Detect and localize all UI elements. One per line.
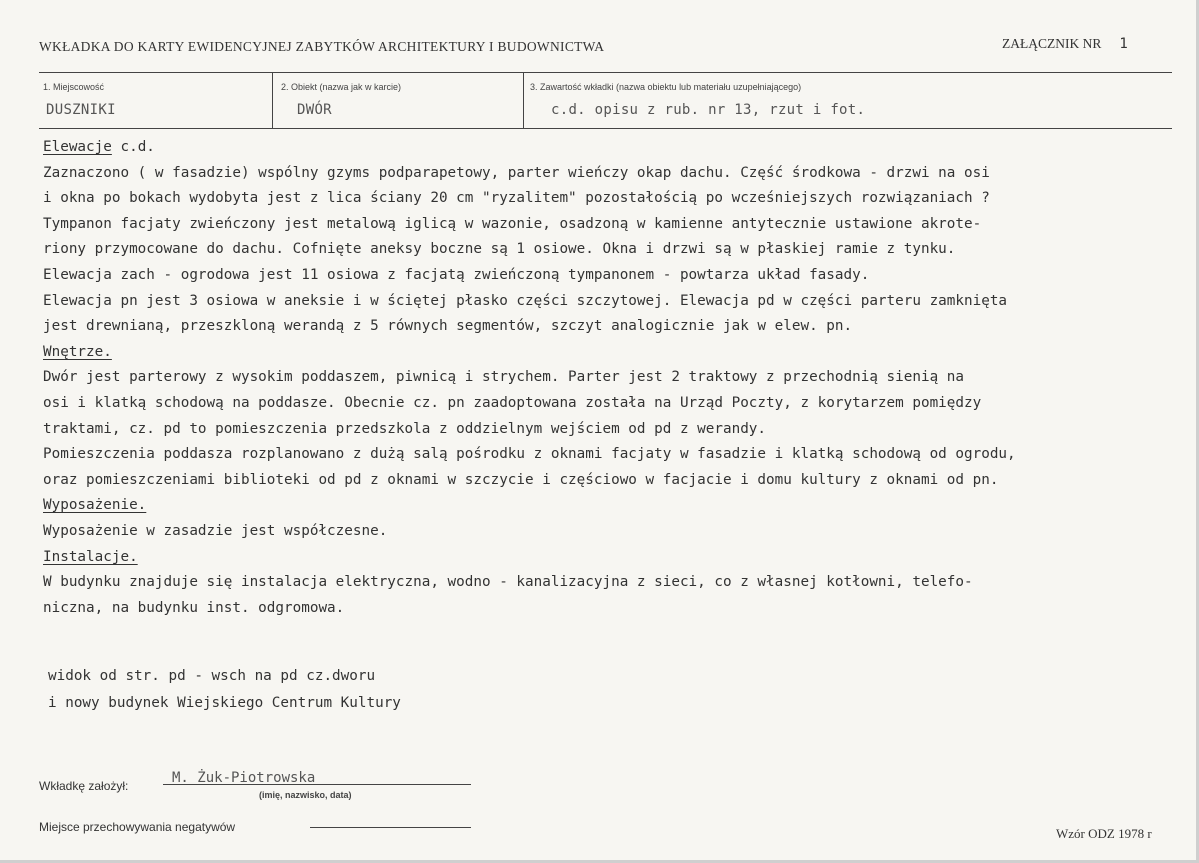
elevation-line: riony przymocowane do dachu. Cofnięte aneksy boczne są 1 osiowe. Okna i drzwi są w płaskiej ramie z tynku. xyxy=(43,241,956,258)
negatives-location-rule xyxy=(310,827,471,828)
installations-heading: Instalacje. xyxy=(43,548,138,565)
annex-number-value: 1 xyxy=(1119,36,1128,52)
created-by-rule xyxy=(163,784,471,785)
caption-line: widok od str. pd - wsch na pd cz.dworu xyxy=(48,668,376,684)
elevation-line: jest drewnianą, przeszkloną werandą z 5 równych segmentów, szczyt analogicznie jak w elew. pn. xyxy=(43,318,853,335)
created-by-sublabel: (imię, nazwisko, data) xyxy=(259,790,352,800)
interior-line: Dwór jest parterowy z wysokim poddaszem, piwnicą i strychem. Parter jest 2 traktowy z przechodnią sienią na xyxy=(43,369,964,386)
elevation-line: Elewacja pn jest 3 osiowa w aneksie i w ściętej płasko części szczytowej. Elewacja pd w części parteru zamknięta xyxy=(43,292,1008,309)
elevation-line: Tympanon facjaty zwieńczony jest metalową iglicą w wazonie, osadzoną w kamienne antytecznie ustawione akrote- xyxy=(43,215,982,232)
negatives-location-label: Miejsce przechowywania negatywów xyxy=(39,820,236,834)
elevation-line: i okna po bokach wydobyta jest z lica ściany 20 cm "ryzalitem" pozostałością po wcześniejszych rozwiązaniach ? xyxy=(43,190,990,207)
locality-label: 1. Miejscowość xyxy=(43,82,105,92)
locality-value: DUSZNIKI xyxy=(46,102,116,118)
fields-bottom-rule xyxy=(39,128,1172,129)
elevation-heading-suffix: c.d. xyxy=(111,139,155,155)
elevation-heading-line xyxy=(43,135,1193,161)
field-divider-2 xyxy=(523,72,524,128)
installations-line: W budynku znajduje się instalacja elektryczna, wodno - kanalizacyjna z sieci, co z własnej kotłowni, telefo- xyxy=(43,574,973,591)
interior-heading: Wnętrze. xyxy=(43,343,112,360)
interior-line: Pomieszczenia poddasza rozplanowano z dużą salą pośrodku z oknami facjaty w fasadzie i klatką schodową od ogrodu, xyxy=(43,446,1016,463)
interior-line: osi i klatką schodową na poddasze. Obecnie cz. pn zaadoptowana została na Urząd Poczty, z korytarzem pomiędzy xyxy=(43,394,982,411)
interior-line: oraz pomieszczeniami biblioteki od pd z oknami w szczycie i częściowo w facjacie i domu kultury z oknami od pn. xyxy=(43,471,999,488)
elevation-line: Zaznaczono ( w fasadzie) wspólny gzyms podparapetowy, parter wieńczy okap dachu. Część środkowa - drzwi na osi xyxy=(43,164,990,181)
caption-line: i nowy budynek Wiejskiego Centrum Kultury xyxy=(48,695,401,711)
photo-caption xyxy=(48,663,401,717)
contents-value: c.d. opisu z rub. nr 13, rzut i fot. xyxy=(551,102,866,118)
annex-label: ZAŁĄCZNIK NR xyxy=(1002,36,1102,51)
form-model: Wzór ODZ 1978 r xyxy=(1056,826,1152,841)
object-value: DWÓR xyxy=(297,102,332,118)
equipment-heading-line xyxy=(43,493,1193,519)
object-label: 2. Obiekt (nazwa jak w karcie) xyxy=(281,82,402,92)
top-rule xyxy=(39,72,1172,73)
installations-heading-line xyxy=(43,545,1193,571)
description-body xyxy=(43,135,1193,621)
interior-heading-line xyxy=(43,340,1193,366)
installations-line: niczna, na budynku inst. odgromowa. xyxy=(43,599,345,616)
field-divider-1 xyxy=(272,72,273,128)
equipment-heading: Wyposażenie. xyxy=(43,497,147,514)
created-by-value: M. Żuk-Piotrowska xyxy=(172,770,316,786)
interior-line: traktami, cz. pd to pomieszczenia przedszkola z oddzielnym wejściem od pd z werandy. xyxy=(43,420,767,437)
contents-label: 3. Zawartość wkładki (nazwa obiektu lub materiału uzupełniającego) xyxy=(530,82,802,92)
equipment-line: Wyposażenie w zasadzie jest współczesne. xyxy=(43,522,388,539)
elevation-line: Elewacja zach - ogrodowa jest 11 osiowa z facjatą zwieńczoną tympanonem - powtarza układ fasady. xyxy=(43,266,870,283)
elevation-heading: Elewacje xyxy=(43,139,112,155)
document-title: WKŁADKA DO KARTY EWIDENCYJNEJ ZABYTKÓW ARCHITEKTURY I BUDOWNICTWA xyxy=(39,39,605,54)
created-by-label: Wkładkę założył: xyxy=(39,779,129,793)
annex-number xyxy=(1002,36,1128,52)
